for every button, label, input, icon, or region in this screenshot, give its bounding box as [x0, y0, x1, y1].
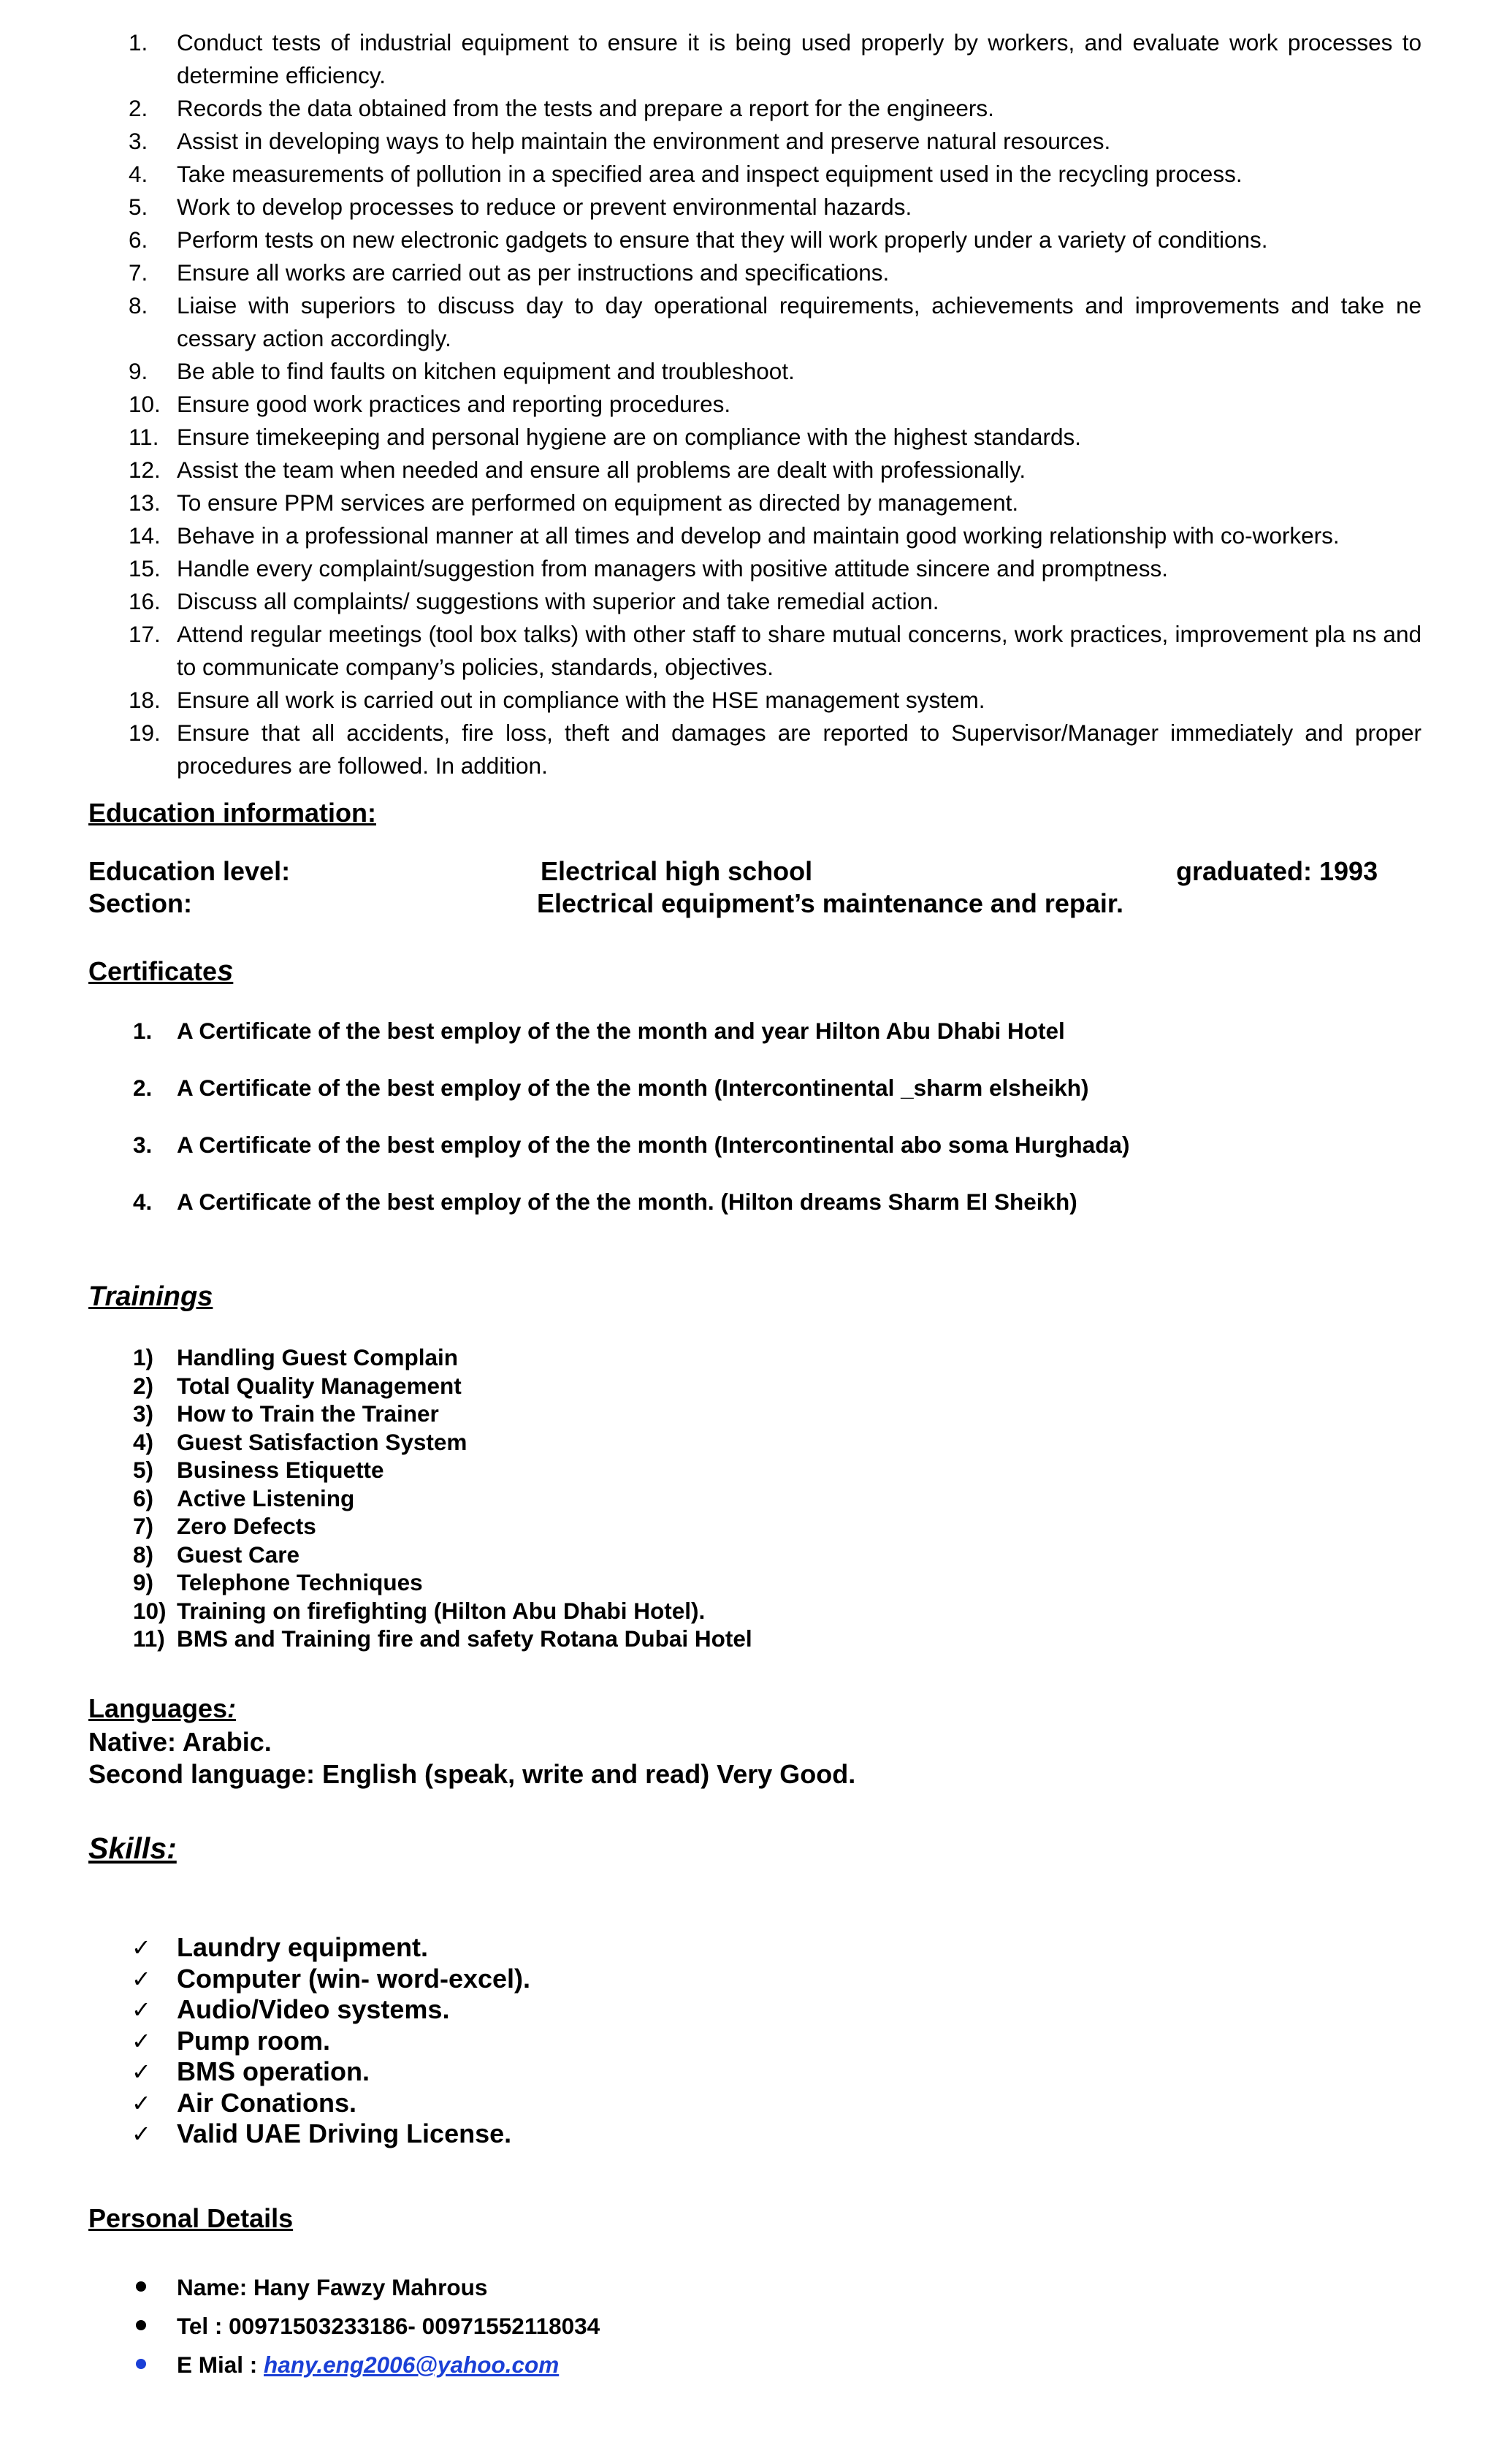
checkmark-icon: ✓ [131, 1996, 151, 2024]
item-text: Guest Care [177, 1541, 300, 1568]
training-item [133, 1597, 752, 1625]
item-number: 1. [133, 1018, 153, 1044]
item-number: 2) [133, 1372, 154, 1399]
duty-item [129, 256, 1421, 289]
item-text: Discuss all complaints/ suggestions with superior and take remedial action. [177, 588, 939, 614]
skill-item [131, 2056, 530, 2088]
item-number: 2. [133, 1075, 153, 1101]
item-number: 16. [129, 588, 161, 614]
duty-item [129, 519, 1421, 552]
item-number: 5) [133, 1457, 154, 1483]
education-level-label: Education level: [88, 856, 291, 886]
duty-item [129, 454, 1421, 487]
item-text: Ensure all works are carried out as per instructions and specifications. [177, 259, 890, 286]
item-number: 7) [133, 1513, 154, 1539]
item-text: Total Quality Management [177, 1372, 462, 1399]
second-language: Second language: English (speak, write and read) Very Good. [88, 1759, 856, 1789]
item-number: 3) [133, 1400, 154, 1427]
training-item [133, 1372, 752, 1400]
duty-item [129, 585, 1421, 618]
item-number: 12. [129, 457, 161, 483]
item-text: To ensure PPM services are performed on equipment as directed by management. [177, 489, 1019, 516]
item-number: 9. [129, 358, 148, 384]
training-item [133, 1428, 752, 1457]
training-item [133, 1343, 752, 1372]
skill-text: Laundry equipment. [177, 1932, 429, 1962]
duty-item [129, 388, 1421, 421]
skill-item [131, 1932, 530, 1964]
item-text: Be able to find faults on kitchen equipment and troubleshoot. [177, 358, 795, 384]
item-number: 6) [133, 1484, 154, 1511]
item-text: Assist in developing ways to help maintain the environment and preserve natural resources. [177, 128, 1111, 154]
skill-item [131, 2026, 530, 2057]
checkmark-icon: ✓ [131, 2026, 151, 2055]
education-section-value: Electrical equipment’s maintenance and repair. [537, 888, 1123, 918]
checkmark-icon: ✓ [131, 2120, 151, 2148]
certificate-item [129, 1072, 1129, 1129]
personal-name-item [133, 2268, 600, 2307]
item-text: Handling Guest Complain [177, 1344, 459, 1370]
skill-text: Valid UAE Driving License. [177, 2118, 512, 2148]
item-text: Training on firefighting (Hilton Abu Dhabi Hotel). [177, 1597, 706, 1624]
item-number: 1) [133, 1344, 154, 1370]
duty-item [129, 487, 1421, 519]
personal-name: Name: Hany Fawzy Mahrous [177, 2274, 488, 2300]
item-number: 10. [129, 391, 161, 417]
skill-text: BMS operation. [177, 2056, 370, 2086]
item-number: 14. [129, 522, 161, 549]
item-text: A Certificate of the best employ of the the month. (Hilton dreams Sharm El Sheikh) [177, 1189, 1077, 1215]
duty-item [129, 158, 1421, 191]
item-text: How to Train the Trainer [177, 1400, 439, 1427]
item-text: Guest Satisfaction System [177, 1428, 468, 1455]
item-number: 8) [133, 1541, 154, 1568]
training-item [133, 1456, 752, 1484]
checkmark-icon: ✓ [131, 2058, 151, 2086]
skill-item [131, 2088, 530, 2119]
item-number: 17. [129, 621, 161, 647]
item-text: Ensure good work practices and reporting procedures. [177, 391, 731, 417]
item-number: 2. [129, 95, 148, 121]
item-number: 10) [133, 1597, 167, 1624]
personal-heading: Personal Details [88, 2203, 294, 2233]
item-number: 4) [133, 1428, 154, 1455]
item-number: 18. [129, 687, 161, 713]
personal-email-item [133, 2346, 600, 2384]
item-text: Work to develop processes to reduce or prevent environmental hazards. [177, 194, 912, 220]
certificate-item [129, 1129, 1129, 1186]
item-text: Telephone Techniques [177, 1569, 423, 1595]
skill-item [131, 2118, 530, 2150]
item-text: A Certificate of the best employ of the the month (Intercontinental _sharm elsheikh) [177, 1075, 1089, 1101]
item-text: Ensure that all accidents, fire loss, theft and damages are reported to Supervisor/Manager immediately and proper procedures are followed. In addition. [177, 720, 1421, 779]
item-number: 4. [133, 1189, 153, 1215]
item-text: Ensure timekeeping and personal hygiene are on compliance with the highest standards. [177, 424, 1082, 450]
training-item [133, 1625, 752, 1653]
skill-item [131, 1964, 530, 1995]
duty-item [129, 125, 1421, 158]
item-number: 5. [129, 194, 148, 220]
bullet-icon [136, 2320, 146, 2330]
training-item [133, 1512, 752, 1541]
skill-text: Pump room. [177, 2025, 331, 2056]
personal-email-label: E Mial : [177, 2352, 264, 2378]
duty-item [129, 289, 1421, 355]
duty-item [129, 191, 1421, 224]
skill-text: Audio/Video systems. [177, 1994, 450, 2024]
duty-item [129, 421, 1421, 454]
training-item [133, 1400, 752, 1428]
item-text: Take measurements of pollution in a specified area and inspect equipment used in the recycling process. [177, 161, 1243, 187]
languages-heading-tail: : [227, 1693, 237, 1723]
duty-item [129, 552, 1421, 585]
item-text: Perform tests on new electronic gadgets to ensure that they will work properly under a variety of conditions. [177, 226, 1268, 253]
native-language: Native: Arabic. [88, 1727, 272, 1757]
skills-heading: Skills: [88, 1831, 177, 1865]
checkmark-icon: ✓ [131, 1934, 151, 1961]
item-text: Attend regular meetings (tool box talks) with other staff to share mutual concerns, work practices, improvement pla ns and to communicate company’s policies, standards, objectives. [177, 621, 1421, 680]
item-text: Active Listening [177, 1484, 355, 1511]
certificates-list [129, 1015, 1129, 1243]
item-text: A Certificate of the best employ of the the month (Intercontinental abo soma Hurghada) [177, 1132, 1130, 1158]
trainings-list [133, 1343, 752, 1653]
item-text: Assist the team when needed and ensure all problems are dealt with professionally. [177, 457, 1026, 483]
item-text: Conduct tests of industrial equipment to ensure it is being used properly by workers, and evaluate work processes to determine efficiency. [177, 29, 1421, 88]
graduated-year: graduated: 1993 [1176, 856, 1378, 886]
item-text: Handle every complaint/suggestion from managers with positive attitude sincere and promptness. [177, 555, 1168, 581]
duties-list [129, 26, 1421, 782]
item-text: Liaise with superiors to discuss day to day operational requirements, achievements and improvements and take ne cessary action accordingly. [177, 292, 1421, 351]
item-number: 6. [129, 226, 148, 253]
item-number: 7. [129, 259, 148, 286]
trainings-heading: Trainings [88, 1281, 213, 1312]
duty-item [129, 618, 1421, 684]
item-text: Business Etiquette [177, 1457, 384, 1483]
education-level-row [88, 855, 1403, 888]
item-number: 13. [129, 489, 161, 516]
bullet-icon [136, 2281, 146, 2292]
item-number: 8. [129, 292, 148, 319]
education-level-value: Electrical high school [541, 856, 813, 886]
certificate-item [129, 1015, 1129, 1072]
duty-item [129, 92, 1421, 125]
item-number: 15. [129, 555, 161, 581]
item-number: 19. [129, 720, 161, 746]
training-item [133, 1484, 752, 1513]
duty-item [129, 224, 1421, 256]
item-number: 3. [129, 128, 148, 154]
certificates-heading [88, 955, 233, 988]
training-item [133, 1568, 752, 1597]
item-number: 1. [129, 29, 148, 56]
skills-list [131, 1932, 530, 2150]
duty-item [129, 355, 1421, 388]
personal-tel-item [133, 2307, 600, 2346]
duty-item [129, 26, 1421, 92]
item-number: 11. [129, 424, 159, 450]
checkmark-icon: ✓ [131, 1964, 151, 1993]
item-text: Zero Defects [177, 1513, 316, 1539]
languages-heading [88, 1693, 236, 1724]
skill-text: Computer (win- word-excel). [177, 1963, 531, 1994]
skill-item [131, 1994, 530, 2026]
personal-list [133, 2268, 600, 2384]
item-number: 11) [133, 1625, 165, 1652]
education-heading: Education information: [88, 798, 376, 828]
certificates-heading-main: Certificate [88, 956, 218, 986]
certificates-heading-tail: s [217, 955, 234, 987]
skill-text: Air Conations. [177, 2087, 357, 2118]
checkmark-icon: ✓ [131, 2089, 151, 2117]
item-number: 9) [133, 1569, 154, 1595]
item-text: BMS and Training fire and safety Rotana Dubai Hotel [177, 1625, 752, 1652]
duty-item [129, 684, 1421, 717]
email-link[interactable]: hany.eng2006@yahoo.com [264, 2352, 560, 2378]
item-text: Ensure all work is carried out in compliance with the HSE management system. [177, 687, 985, 713]
education-section-row [88, 888, 1403, 920]
personal-tel: Tel : 00971503233186- 00971552118034 [177, 2313, 600, 2339]
item-number: 3. [133, 1132, 153, 1158]
item-text: A Certificate of the best employ of the the month and year Hilton Abu Dhabi Hotel [177, 1018, 1065, 1044]
duty-item [129, 717, 1421, 782]
education-section-label: Section: [88, 888, 193, 918]
languages-heading-main: Languages [88, 1693, 228, 1723]
training-item [133, 1541, 752, 1569]
certificate-item [129, 1186, 1129, 1243]
item-text: Behave in a professional manner at all times and develop and maintain good working relationship with co-workers. [177, 522, 1340, 549]
item-number: 4. [129, 161, 148, 187]
bullet-icon [136, 2359, 146, 2369]
item-text: Records the data obtained from the tests and prepare a report for the engineers. [177, 95, 994, 121]
